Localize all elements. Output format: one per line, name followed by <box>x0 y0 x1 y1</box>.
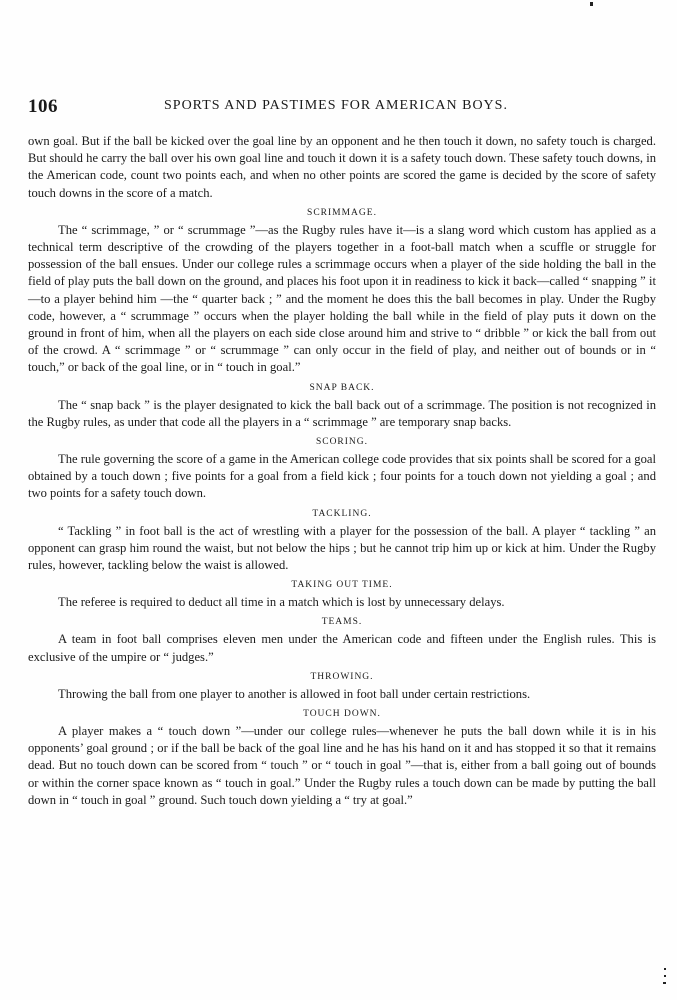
section-title-teams: TEAMS. <box>321 617 363 628</box>
section-title-taking-out-time: TAKING OUT TIME. <box>291 580 393 591</box>
section-title-touch-down: TOUCH DOWN. <box>303 709 381 720</box>
section-title-snap-back: SNAP BACK. <box>309 382 375 393</box>
running-head: SPORTS AND PASTIMES FOR AMERICAN BOYS. <box>164 98 508 113</box>
section-text-touch-down: A player makes a “ touch down ”—under our college rules—whenever he puts the ball down while it is in his opponents’ goal ground ; or if the ball be back of the goal line and he has his hand on it and has stopped it so that it remains dead. But no touch down can be scored from “ touch ” or “ touch in goal ”—that is, either from a ball going out of bounds or within the corner space known as “ touch in goal.” Under the Rugby rules a touch down can be made by putting the ball down in “ touch in goal ” ground. Such touch down yielding a “ try at goal.” <box>28 724 656 807</box>
section-title-tackling: TACKLING. <box>312 508 372 519</box>
section-text-throwing: Throwing the ball from one player to another is allowed in foot ball under certain restrictions. <box>58 686 531 701</box>
page-number: 106 <box>28 96 58 117</box>
section-title-scrimmage: SCRIMMAGE. <box>307 207 377 218</box>
page-header <box>28 96 658 118</box>
section-title-throwing: THROWING. <box>310 671 374 682</box>
section-text-snap-back: The “ snap back ” is the player designated to kick the ball back out of a scrimmage. The position is not recognized in the Rugby rules, as under that code all the players in a “ scrimmage ” are temporary snap backs. <box>28 397 656 429</box>
section-text-teams: A team in foot ball comprises eleven men under the American code and fifteen under the English rules. This is exclusive of the umpire or “ judges.” <box>28 632 656 664</box>
section-text-tackling: “ Tackling ” in foot ball is the act of wrestling with a player for the possession of the ball. A player “ tackling ” an opponent can grasp him round the waist, but not below the hips ; but he cannot trip him up or kick at him. Under the Rugby rules, however, tackling below the waist is allowed. <box>28 523 656 573</box>
ink-speck <box>590 2 593 6</box>
ink-speck <box>664 975 666 977</box>
ink-speck <box>664 968 666 970</box>
body-text <box>28 133 656 809</box>
section-text-scoring: The rule governing the score of a game in the American college code provides that six points shall be scored for a goal obtained by a touch down ; five points for a goal from a field kick ; four points for a touch down not yielding a goal ; and two points for a safety touch down. <box>28 452 656 501</box>
opening-paragraph: own goal. But if the ball be kicked over the goal line by an opponent and he then touch it down, no safety touch is charged. But should he carry the ball over his own goal line and touch it down it is a safety touch down. These safety touch downs, in the American code, count two points each, and when no other points are scored the game is decided by the score of safety touch downs in the score of a match. <box>28 134 656 200</box>
section-text-taking-out-time: The referee is required to deduct all time in a match which is lost by unnecessary delays. <box>58 595 505 610</box>
section-text-scrimmage: The “ scrimmage, ” or “ scrummage ”—as the Rugby rules have it—is a slang word which custom has applied as a technical term descriptive of the crowding of the players together in a foot-ball match when a scuffle or struggle for possession of the ball ensues. Under our college rules a scrimmage occurs when a player of the side holding the ball in the field of play puts the ball down on the ground, and places his foot upon it in readiness to kick it back—called “ snapping ” it—to a player behind him —the “ quarter back ; ” and the moment he does this the ball becomes in play. Under the Rugby code, however, a “ scrummage ” occurs when the player holding the ball while in the field of play puts it down on the ground in front of him, when all the players on each side close around him and strive to “ dribble ” or kick the ball from out of the crowd. A “ scrimmage ” or “ scrummage ” can only occur in the field of play, and neither out of bounds or in “ touch,” or back of the goal line, or in “ touch in goal.” <box>28 222 656 375</box>
section-title-scoring: SCORING. <box>315 437 369 448</box>
ink-speck <box>663 982 666 984</box>
